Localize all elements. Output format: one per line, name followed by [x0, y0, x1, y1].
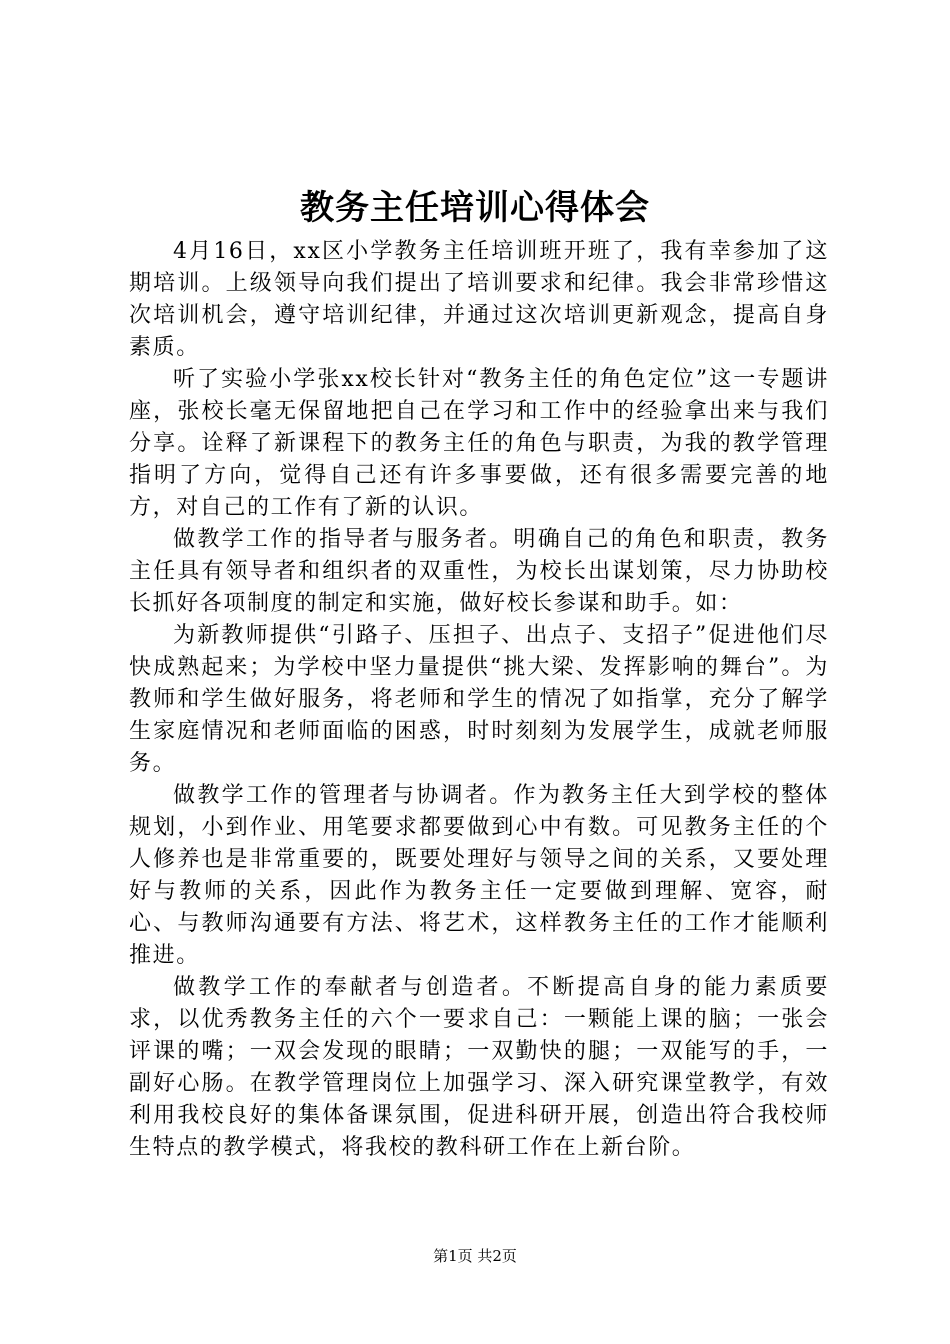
paragraph-manager-coordinator: 做教学工作的管理者与协调者。作为教务主任大到学校的整体规划，小到作业、用笔要求都要做到心中有数。可见教务主任的个人修养也是非常重要的，既要处理好与领导之间的关系，又要处理好与教师的关系，因此作为教务主任一定要做到理解、宽容，耐心、与教师沟通要有方法、将艺术，这样教务主任的工作才能顺利推进。	[129, 783, 829, 968]
paragraph-lecture: 听了实验小学张xx校长针对“教务主任的角色定位”这一专题讲座，张校长毫无保留地把自己在学习和工作中的经验拿出来与我们分享。诠释了新课程下的教务主任的角色与职责，为我的教学管理指明了方向，觉得自己还有许多事要做，还有很多需要完善的地方，对自己的工作有了新的认识。	[129, 367, 829, 520]
paragraph-new-teachers: 为新教师提供“引路子、压担子、出点子、支招子”促进他们尽快成熟起来；为学校中坚力量提供“挑大梁、发挥影响的舞台”。为教师和学生做好服务，将老师和学生的情况了如指掌，充分了解学生家庭情况和老师面临的困惑，时时刻刻为发展学生，成就老师服务。	[129, 623, 829, 776]
page-number-footer: 第1页 共2页	[433, 1247, 517, 1265]
paragraph-intro: 4月16日，xx区小学教务主任培训班开班了，我有幸参加了这期培训。上级领导向我们提出了培训要求和纪律。我会非常珍惜这次培训机会，遵守培训纪律，并通过这次培训更新观念，提高自身素质。	[129, 239, 829, 360]
document-body	[129, 236, 829, 1164]
paragraph-contributor-creator: 做教学工作的奉献者与创造者。不断提高自身的能力素质要求，以优秀教务主任的六个一要求自己：一颗能上课的脑；一张会评课的嘴；一双会发现的眼睛；一双勤快的腿；一双能写的手，一副好心肠。在教学管理岗位上加强学习、深入研究课堂教学，有效利用我校良好的集体备课氛围，促进科研开展，创造出符合我校师生特点的教学模式，将我校的教科研工作在上新台阶。	[129, 975, 829, 1160]
paragraph-guide-servant: 做教学工作的指导者与服务者。明确自己的角色和职责，教务主任具有领导者和组织者的双重性，为校长出谋划策，尽力协助校长抓好各项制度的制定和实施，做好校长参谋和助手。如：	[129, 527, 829, 616]
document-title: 教务主任培训心得体会	[300, 188, 650, 228]
